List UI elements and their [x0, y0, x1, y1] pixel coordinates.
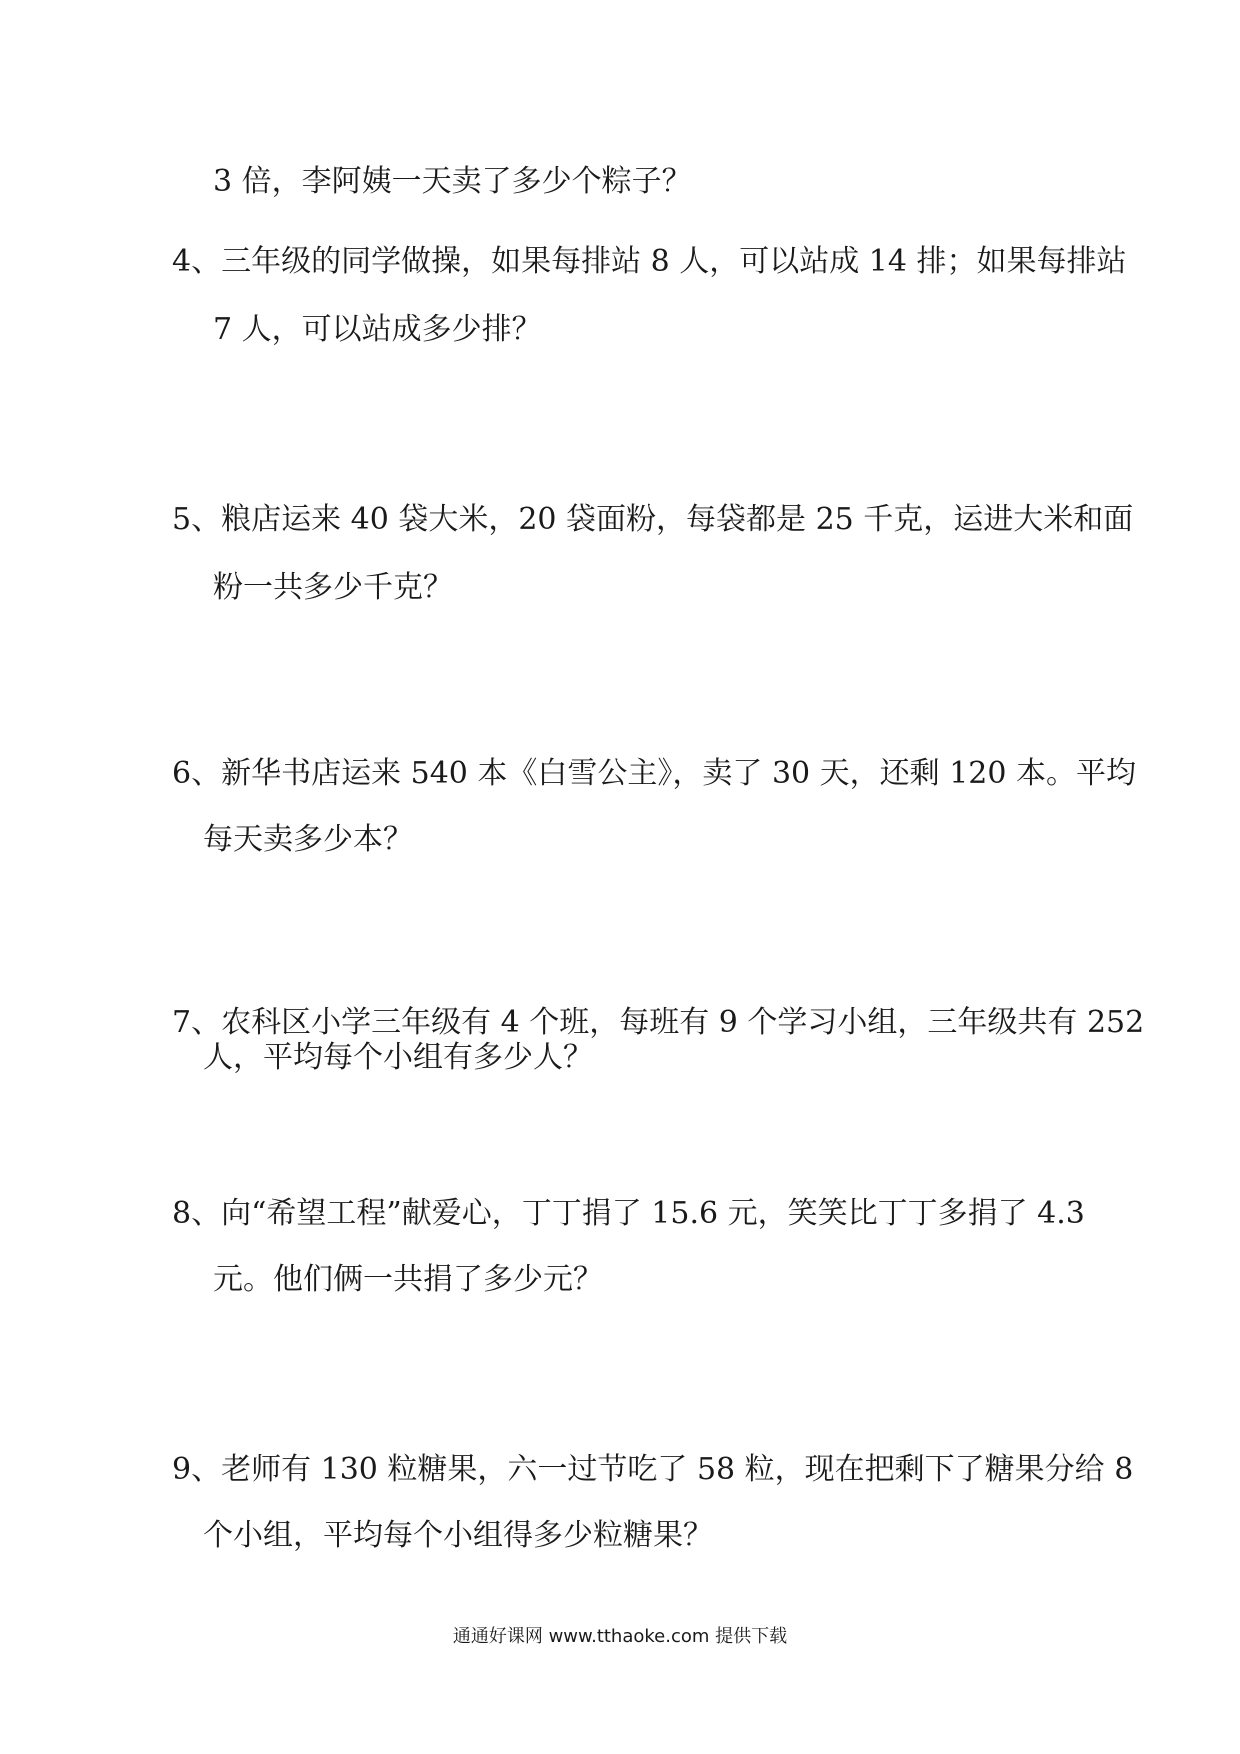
question-3-line-2: 3 倍，李阿姨一天卖了多少个粽子？	[213, 164, 692, 199]
question-4-line-1: 三年级的同学做操，如果每排站 8 人，可以站成 14 排；如果每排站	[221, 244, 1127, 279]
question-7-line-1: 农科区小学三年级有 4 个班，每班有 9 个学习小组，三年级共有 252	[221, 1005, 1145, 1040]
question-5-line-2: 粉一共多少千克？	[213, 570, 453, 605]
question-7-line-2: 人，平均每个小组有多少人？	[203, 1040, 593, 1075]
question-9-line-1: 老师有 130 粒糖果，六一过节吃了 58 粒，现在把剩下了糖果分给 8	[221, 1452, 1134, 1487]
question-4	[172, 242, 1127, 282]
question-9	[172, 1450, 1134, 1490]
question-5	[172, 500, 1134, 540]
question-6-number: 6、	[172, 756, 222, 791]
question-4-number: 4、	[172, 244, 222, 279]
question-8-line-1: 向“希望工程”献爱心，丁丁捐了 15.6 元，笑笑比丁丁多捐了 4.3	[221, 1196, 1085, 1231]
page-footer: 通通好课网 www.tthaoke.com 提供下载	[452, 1626, 788, 1647]
question-6-line-1: 新华书店运来 540 本《白雪公主》，卖了 30 天，还剩 120 本。平均	[221, 756, 1137, 791]
question-8-line-2: 元。他们俩一共捐了多少元？	[213, 1262, 603, 1297]
question-8	[172, 1194, 1085, 1234]
question-9-number: 9、	[172, 1452, 222, 1487]
question-7-number: 7、	[172, 1005, 222, 1040]
question-7	[172, 1003, 1145, 1043]
question-4-line-2: 7 人，可以站成多少排？	[213, 312, 542, 347]
question-9-line-2: 个小组，平均每个小组得多少粒糖果？	[203, 1518, 713, 1553]
question-5-line-1: 粮店运来 40 袋大米，20 袋面粉，每袋都是 25 千克，运进大米和面	[221, 502, 1134, 537]
question-8-number: 8、	[172, 1196, 222, 1231]
question-6-line-2: 每天卖多少本？	[203, 822, 413, 857]
question-5-number: 5、	[172, 502, 222, 537]
question-6	[172, 754, 1137, 794]
